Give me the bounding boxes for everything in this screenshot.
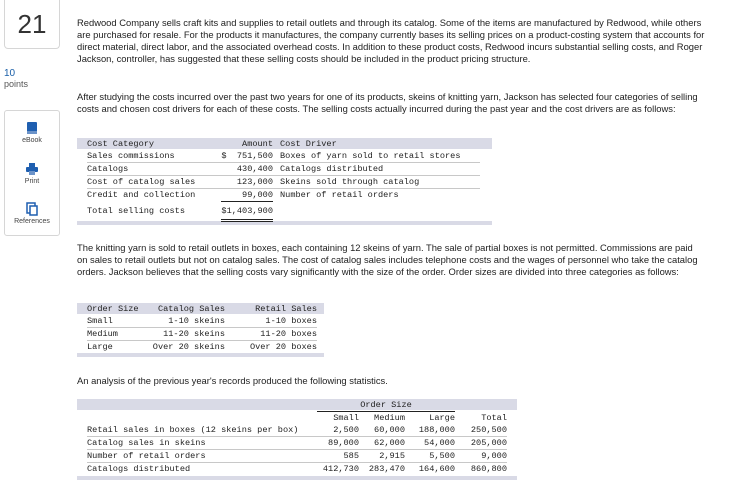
table3-group-header: Order Size: [317, 399, 455, 412]
table3-cell: 9,000: [481, 451, 507, 461]
table1-header-row: [87, 138, 480, 150]
question-number-box: [4, 0, 60, 49]
table3-cell: 54,000: [424, 438, 455, 448]
references-icon: [25, 202, 39, 216]
points-info: [4, 68, 28, 90]
table1-cell: Boxes of yarn sold to retail stores: [280, 151, 461, 161]
ebook-button[interactable]: [5, 121, 59, 144]
points-label: points: [4, 79, 29, 89]
table1-header: Cost Driver: [280, 139, 337, 149]
table3-header: Medium: [374, 413, 405, 423]
intro-paragraph: Redwood Company sells craft kits and supplies to retail outlets and through its catalog. Some of the items are manufactured by Redwood, while others are purchased for resale. For the products it manufactures, the company currently bases its selling prices on a product-costing system that accounts for direct material, direct labor, and the associated overhead costs. In addition to these product costs, Redwood incurs substantial selling costs, and Roger Jackson, controller, has suggested that these selling costs should be included in the product pricing structure.: [77, 17, 705, 64]
table-row: [87, 450, 507, 463]
table-row: [87, 424, 507, 437]
statistics-intro: An analysis of the previous year's records produced the following statistics.: [77, 375, 388, 386]
table2-header-row: [87, 303, 317, 315]
table3-cell: 585: [343, 451, 359, 461]
table3-header: Small: [333, 413, 359, 423]
table-row: [87, 437, 507, 450]
table-row: [87, 163, 480, 176]
table3-cell: 2,915: [379, 451, 405, 461]
table2-header: Retail Sales: [255, 304, 317, 314]
ebook-icon: [25, 121, 39, 135]
table2-cell: 11-20 boxes: [260, 329, 317, 339]
ebook-label: eBook: [22, 137, 42, 144]
table-row: [87, 463, 507, 476]
table-row: [87, 315, 317, 328]
table3-row-label: Catalog sales in skeins: [87, 438, 206, 448]
order-size-table: [87, 303, 317, 353]
table-row: [87, 176, 480, 189]
print-icon: [25, 162, 39, 176]
table-row: [87, 341, 317, 354]
table3-cell: 412,730: [322, 464, 359, 474]
table3-cell: 164,600: [418, 464, 455, 474]
statistics-table: [87, 399, 507, 475]
table1-header: Cost Category: [87, 139, 155, 149]
table1-total-value: $1,403,900: [221, 202, 273, 221]
table3-header: Large: [429, 413, 455, 423]
table3-cell: 89,000: [328, 438, 359, 448]
table2-cell: Small: [87, 316, 113, 326]
table3-cell: 283,470: [368, 464, 405, 474]
question-number: 21: [17, 8, 47, 39]
table1-cell: 99,000: [221, 189, 273, 202]
table1-cell: 123,000: [236, 177, 273, 187]
table1-cell: Cost of catalog sales: [87, 177, 196, 187]
references-label: References: [14, 218, 50, 225]
table2-cell: Over 20 skeins: [152, 342, 225, 352]
print-button[interactable]: [5, 162, 59, 185]
table1-cell: $ 751,500: [221, 151, 273, 161]
table-row: [87, 150, 480, 163]
table2-header: Order Size: [87, 304, 139, 314]
table1-cell: Number of retail orders: [280, 190, 399, 201]
table2-cell: 11-20 skeins: [163, 329, 225, 339]
table1-cell: 430,400: [236, 164, 273, 174]
table1-cell: Catalogs: [87, 164, 129, 174]
references-button[interactable]: [5, 202, 59, 225]
table1-cell: Catalogs distributed: [280, 164, 384, 174]
table-row: [87, 189, 480, 202]
table1-cell: Sales commissions: [87, 151, 175, 161]
table3-header-row: [87, 412, 507, 425]
table3-cell: 5,500: [429, 451, 455, 461]
table1-cell: Skeins sold through catalog: [280, 177, 420, 187]
table3-cell: 188,000: [418, 425, 455, 435]
table3-cell: 60,000: [374, 425, 405, 435]
tools-panel: [4, 110, 60, 236]
table3-cell: 2,500: [333, 425, 359, 435]
table3-row-label: Number of retail orders: [87, 451, 206, 461]
table2-header: Catalog Sales: [157, 304, 225, 314]
points-value: 10: [4, 68, 16, 79]
table3-group-header-row: [87, 399, 507, 412]
cost-study-paragraph: After studying the costs incurred over the past two years for one of its products, skeins of knitting yarn, Jackson has selected four categories of selling costs and chosen cost drivers for each of these costs. The selling costs actually incurred during the past year and the cost drivers are as follows:: [77, 91, 698, 114]
table3-row-label: Retail sales in boxes (12 skeins per box): [87, 425, 299, 435]
table3-cell: 205,000: [470, 438, 507, 448]
order-size-paragraph: The knitting yarn is sold to retail outlets in boxes, each containing 12 skeins of yarn. The sale of partial boxes is not permitted. Commissions are paid on sales to retail outlets but not on catalog sales. The cost of catalog sales includes telephone costs and the wages of personnel who take the catalog orders. Jackson believes that the selling costs vary significantly with the size of the order. Order sizes are divided into three categories as follows:: [77, 242, 698, 277]
print-label: Print: [24, 178, 40, 185]
table2-cell: 1-10 boxes: [265, 316, 317, 326]
table2-cell: Large: [87, 342, 113, 352]
table-row: [87, 328, 317, 341]
selling-costs-table: [87, 138, 480, 222]
table3-bottom-strip: [77, 476, 517, 480]
table1-total-label: Total selling costs: [87, 206, 185, 216]
table3-cell: 250,500: [470, 425, 507, 435]
table1-header: Amount: [242, 139, 273, 149]
table2-cell: Over 20 boxes: [249, 342, 317, 352]
table2-cell: 1-10 skeins: [168, 316, 225, 326]
table3-cell: 860,800: [470, 464, 507, 474]
table2-cell: Medium: [87, 329, 118, 339]
table3-header: Total: [481, 412, 507, 423]
table3-row-label: Catalogs distributed: [87, 464, 191, 474]
table3-cell: 62,000: [374, 438, 405, 448]
table2-bottom-strip: [77, 353, 324, 357]
table1-total-row: [87, 202, 480, 221]
table1-cell: Credit and collection: [87, 190, 196, 201]
